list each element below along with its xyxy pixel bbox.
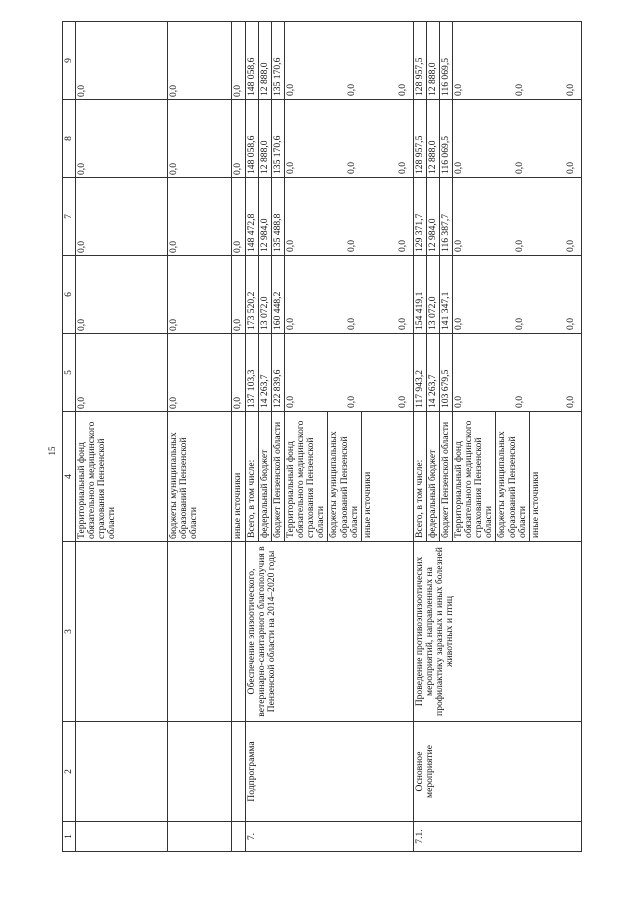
year-col-5: [414, 334, 582, 412]
value-other: 0,0: [565, 396, 577, 408]
value-total: 117 943,2: [414, 334, 427, 411]
year-col-6: [246, 256, 414, 334]
source-municipal: бюджеты муниципальных образований Пензенской области: [328, 412, 361, 541]
value-regional: 103 679,5: [440, 334, 453, 411]
table-row: [232, 22, 246, 852]
value-other: 0,0: [565, 162, 577, 174]
value-other: 0,0: [397, 318, 409, 330]
funding-source: бюджеты муниципальных образований Пензенской области: [168, 412, 232, 542]
value-cell: 0,0: [232, 22, 246, 100]
row-type: [76, 722, 168, 822]
value-cell: 0,0: [168, 256, 232, 334]
header-row: [63, 22, 76, 852]
row-name: Обеспечение эпизоотического, ветеринарно-санитарного благополучия в Пензенской области на 2014–2020 годы: [246, 542, 414, 722]
source-regional: бюджет Пензенской области: [440, 412, 453, 541]
value-regional: 141 347,1: [440, 256, 453, 333]
value-cell: 0,0: [232, 178, 246, 256]
year-col-7: [414, 178, 582, 256]
value-cell: 0,0: [76, 100, 168, 178]
value-regional: 135 170,6: [272, 22, 285, 99]
source-other: иные источники: [361, 471, 373, 538]
source-federal: федеральный бюджет: [259, 412, 272, 541]
value-regional: 116 069,5: [440, 100, 453, 177]
value-tfoms: 0,0: [453, 318, 465, 330]
value-other: 0,0: [397, 240, 409, 252]
row-type: Подпрограмма: [246, 722, 414, 822]
source-total: Всего, в том числе:: [414, 412, 427, 541]
row-number: [232, 822, 246, 852]
col-9-header: 9: [63, 22, 76, 100]
col-4-header: 4: [63, 412, 76, 542]
funding-sources: [414, 412, 582, 542]
value-tfoms: 0,0: [285, 396, 297, 408]
value-other: 0,0: [565, 84, 577, 96]
value-cell: 0,0: [232, 334, 246, 412]
year-col-5: [246, 334, 414, 412]
source-federal: федеральный бюджет: [427, 412, 440, 541]
value-municipal: 0,0: [514, 84, 526, 96]
value-total: 137 103,3: [246, 334, 259, 411]
value-cell: 0,0: [232, 256, 246, 334]
value-tfoms: 0,0: [453, 396, 465, 408]
value-regional: 116 069,5: [440, 22, 453, 99]
value-federal: 14 263,7: [259, 334, 272, 411]
row-number: [168, 822, 232, 852]
value-tfoms: 0,0: [285, 84, 297, 96]
value-cell: 0,0: [232, 100, 246, 178]
col-3-header: 3: [63, 542, 76, 722]
value-regional: 160 448,2: [272, 256, 285, 333]
source-tfoms: Территориальный фонд обязательного медицинского страхования Пензенской области: [453, 412, 496, 541]
value-municipal: 0,0: [514, 396, 526, 408]
value-tfoms: 0,0: [453, 84, 465, 96]
row-type: [232, 722, 246, 822]
table-row: [168, 22, 232, 852]
value-other: 0,0: [397, 84, 409, 96]
source-total: Всего, в том числе:: [246, 412, 259, 541]
value-federal: 12 888,0: [427, 22, 440, 99]
year-col-8: [414, 100, 582, 178]
year-col-9: [414, 22, 582, 100]
row-name: [76, 542, 168, 722]
funding-source: Территориальный фонд обязательного медицинского страхования Пензенской области: [76, 412, 168, 542]
col-5-header: 5: [63, 334, 76, 412]
value-total: 154 419,1: [414, 256, 427, 333]
row-type: Основное мероприятие: [414, 722, 582, 822]
value-federal: 12 888,0: [259, 100, 272, 177]
value-cell: 0,0: [76, 22, 168, 100]
value-federal: 12 984,0: [259, 178, 272, 255]
value-federal: 14 263,7: [427, 334, 440, 411]
value-cell: 0,0: [76, 256, 168, 334]
value-federal: 13 072,0: [259, 256, 272, 333]
value-cell: 0,0: [168, 178, 232, 256]
row-name: [168, 542, 232, 722]
year-col-7: [246, 178, 414, 256]
col-7-header: 7: [63, 178, 76, 256]
value-municipal: 0,0: [346, 396, 358, 408]
value-tfoms: 0,0: [285, 318, 297, 330]
value-tfoms: 0,0: [453, 162, 465, 174]
value-cell: 0,0: [76, 334, 168, 412]
value-regional: 122 839,6: [272, 334, 285, 411]
source-tfoms: Территориальный фонд обязательного медицинского страхования Пензенской области: [285, 412, 328, 541]
value-federal: 12 984,0: [427, 178, 440, 255]
value-total: 148 472,8: [246, 178, 259, 255]
year-col-6: [414, 256, 582, 334]
year-col-8: [246, 100, 414, 178]
value-other: 0,0: [397, 396, 409, 408]
value-cell: 0,0: [168, 22, 232, 100]
col-6-header: 6: [63, 256, 76, 334]
source-regional: бюджет Пензенской области: [272, 412, 285, 541]
table-row: [76, 22, 168, 852]
value-municipal: 0,0: [514, 318, 526, 330]
page-number: 15: [47, 446, 57, 456]
funding-source: иные источники: [232, 412, 246, 542]
value-regional: 116 387,7: [440, 178, 453, 255]
source-other: иные источники: [529, 471, 541, 538]
value-cell: 0,0: [76, 178, 168, 256]
rotated-table-container: [62, 22, 577, 852]
value-cell: 0,0: [168, 334, 232, 412]
value-other: 0,0: [397, 162, 409, 174]
row-name: Проведение противоэпизоотических мероприятий, направленных на профилактику заразных и иных болезней животных и птиц: [414, 542, 582, 722]
row-number: 7.1.: [414, 822, 582, 852]
value-total: 148 058,6: [246, 22, 259, 99]
value-municipal: 0,0: [514, 162, 526, 174]
value-tfoms: 0,0: [285, 162, 297, 174]
value-total: 128 957,5: [414, 100, 427, 177]
value-municipal: 0,0: [346, 318, 358, 330]
col-8-header: 8: [63, 100, 76, 178]
col-1-header: 1: [63, 822, 76, 852]
value-municipal: 0,0: [346, 240, 358, 252]
value-federal: 13 072,0: [427, 256, 440, 333]
value-other: 0,0: [565, 318, 577, 330]
subprogram-row: [246, 22, 414, 852]
row-name: [232, 542, 246, 722]
value-regional: 135 170,6: [272, 100, 285, 177]
value-federal: 12 888,0: [427, 100, 440, 177]
value-cell: 0,0: [168, 100, 232, 178]
value-tfoms: 0,0: [453, 240, 465, 252]
main-activity-row: [414, 22, 582, 852]
row-number: [76, 822, 168, 852]
value-federal: 12 888,0: [259, 22, 272, 99]
value-total: 129 371,7: [414, 178, 427, 255]
year-col-9: [246, 22, 414, 100]
value-tfoms: 0,0: [285, 240, 297, 252]
budget-table: [62, 21, 582, 852]
value-total: 148 058,6: [246, 100, 259, 177]
value-other: 0,0: [565, 240, 577, 252]
value-regional: 135 488,8: [272, 178, 285, 255]
value-total: 173 520,2: [246, 256, 259, 333]
value-total: 128 957,5: [414, 22, 427, 99]
row-number: 7.: [246, 822, 414, 852]
row-type: [168, 722, 232, 822]
value-municipal: 0,0: [346, 84, 358, 96]
value-municipal: 0,0: [514, 240, 526, 252]
value-municipal: 0,0: [346, 162, 358, 174]
col-2-header: 2: [63, 722, 76, 822]
funding-sources: [246, 412, 414, 542]
source-municipal: бюджеты муниципальных образований Пензенской области: [496, 412, 529, 541]
